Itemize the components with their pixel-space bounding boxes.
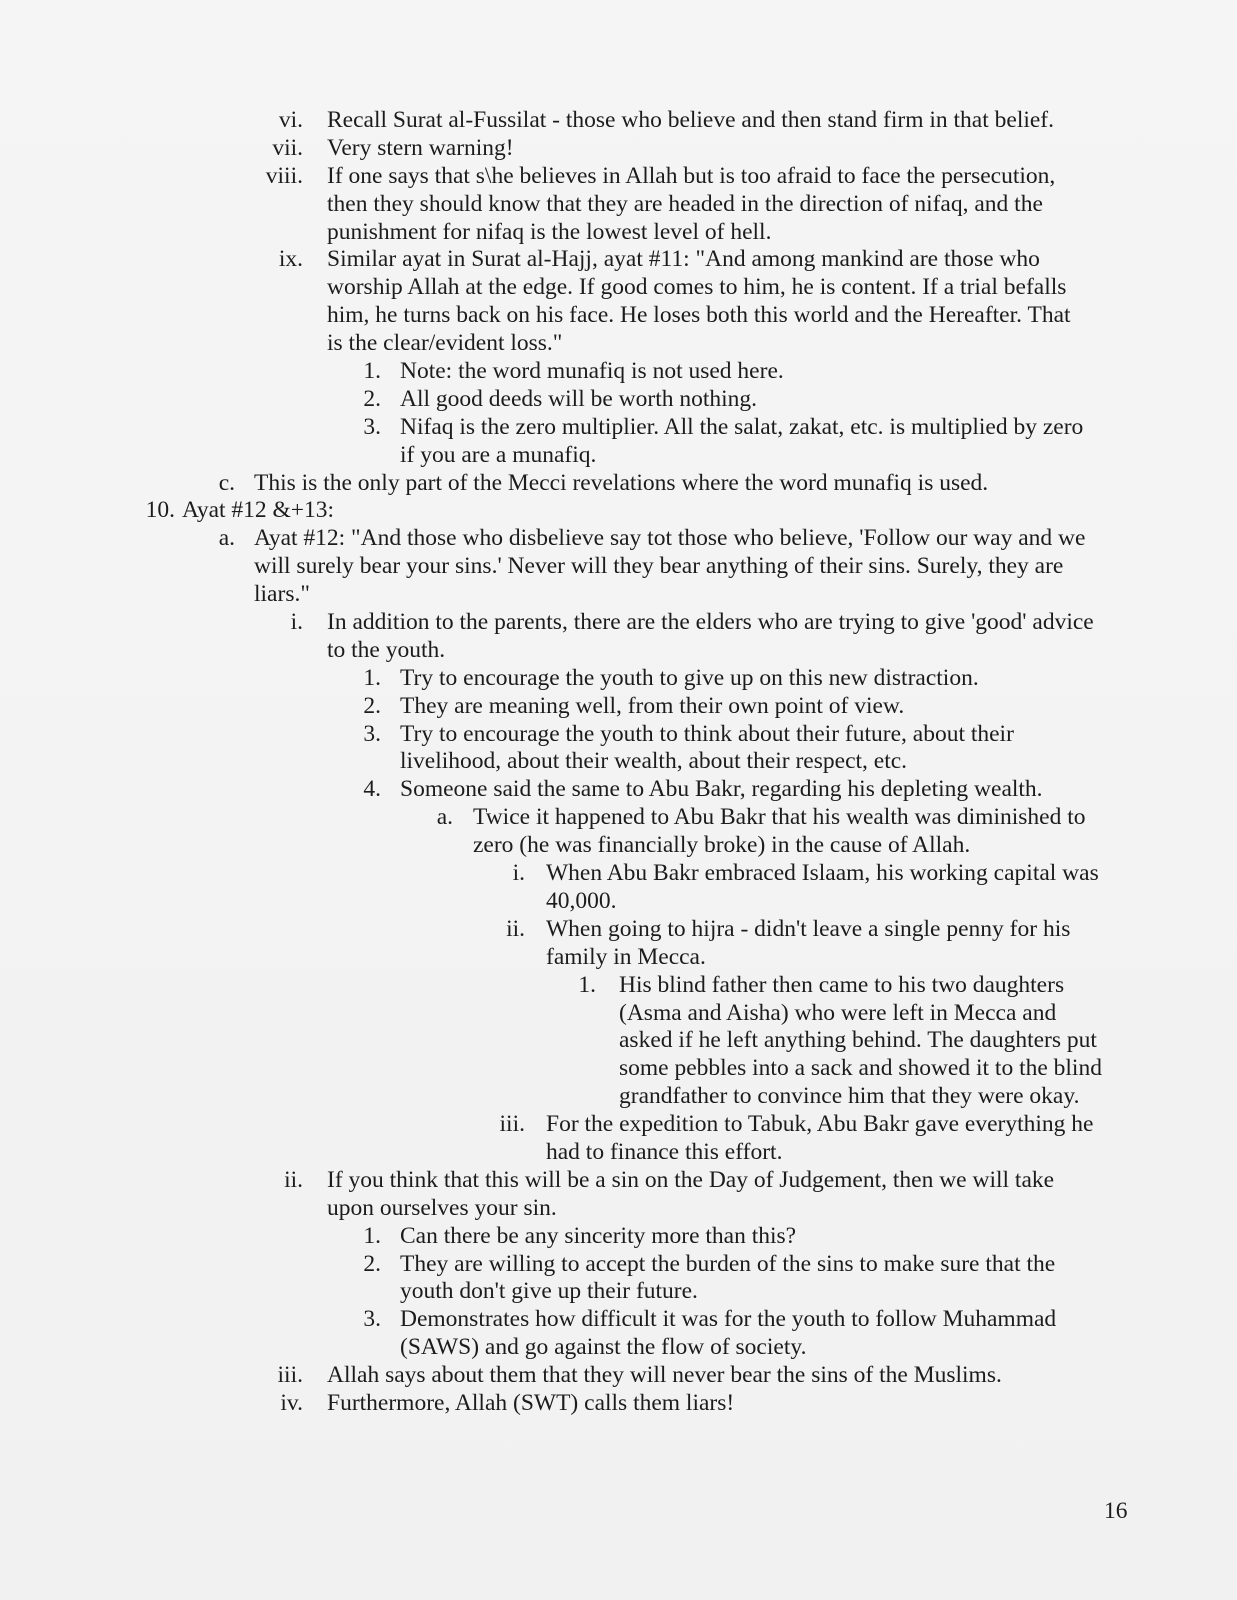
outline-line: [0, 330, 1237, 358]
list-item-text: 40,000.: [546, 887, 617, 914]
outline-line: [0, 1278, 1237, 1306]
list-item-text: zero (he was financially broke) in the cause of Allah.: [473, 832, 971, 859]
list-marker: 2.: [363, 692, 381, 719]
list-item-text: (SAWS) and go against the flow of society.: [400, 1334, 807, 1361]
list-item-text: asked if he left anything behind. The daughters put: [619, 1027, 1097, 1054]
page-number: 16: [1104, 1498, 1128, 1524]
outline-line: [0, 776, 1237, 804]
outline-line: [0, 497, 1237, 525]
list-marker: vii.: [272, 134, 303, 161]
list-item-text: grandfather to convince him that they were okay.: [619, 1083, 1080, 1110]
list-item-text: Can there be any sincerity more than this?: [400, 1222, 797, 1249]
list-item-text: some pebbles into a sack and showed it to the blind: [619, 1055, 1102, 1082]
list-item-text: They are willing to accept the burden of the sins to make sure that the: [400, 1250, 1056, 1277]
list-marker: 3.: [363, 1306, 381, 1333]
list-marker: c.: [218, 469, 235, 496]
list-item-text: Demonstrates how difficult it was for the youth to follow Muhammad: [400, 1306, 1057, 1333]
list-marker: viii.: [265, 162, 303, 189]
outline-line: [0, 1000, 1237, 1028]
list-item-text: family in Mecca.: [546, 943, 706, 970]
list-item-text: will surely bear your sins.' Never will they bear anything of their sins. Surely, they are: [254, 553, 1064, 580]
list-marker: 1.: [363, 664, 381, 691]
list-marker: 1.: [363, 358, 381, 385]
outline-line: [0, 916, 1237, 944]
outline-line: [0, 1251, 1237, 1279]
outline-line: [0, 107, 1237, 135]
list-marker: 3.: [363, 720, 381, 747]
list-item-text: Try to encourage the youth to think about their future, about their: [400, 720, 1014, 747]
outline-line: [0, 1083, 1237, 1111]
outline-line: [0, 832, 1237, 860]
outline-line: [0, 1167, 1237, 1195]
list-marker: i.: [512, 860, 525, 887]
list-marker: 2.: [363, 1250, 381, 1277]
outline-line: [0, 804, 1237, 832]
list-item-text: if you are a munafiq.: [400, 441, 597, 468]
list-item-text: then they should know that they are headed in the direction of nifaq, and the: [327, 190, 1043, 217]
list-item-text: livelihood, about their wealth, about their respect, etc.: [400, 748, 908, 775]
list-item-text: Nifaq is the zero multiplier. All the salat, zakat, etc. is multiplied by zero: [400, 413, 1084, 440]
list-item-text: This is the only part of the Mecci revelations where the word munafiq is used.: [254, 469, 989, 496]
outline-line: [0, 1195, 1237, 1223]
list-item-text: Furthermore, Allah (SWT) calls them liars!: [327, 1389, 735, 1416]
list-item-text: When Abu Bakr embraced Islaam, his working capital was: [546, 860, 1099, 887]
outline-line: [0, 1139, 1237, 1167]
list-marker: ii.: [506, 915, 525, 942]
list-item-text: For the expedition to Tabuk, Abu Bakr gave everything he: [546, 1111, 1094, 1138]
list-item-text: to the youth.: [327, 636, 446, 663]
outline-line: [0, 1111, 1237, 1139]
list-marker: iv.: [280, 1389, 303, 1416]
outline-line: [0, 525, 1237, 553]
outline-line: [0, 1390, 1237, 1418]
list-item-text: (Asma and Aisha) who were left in Mecca and: [619, 999, 1057, 1026]
outline-line: [0, 274, 1237, 302]
list-item-text: is the clear/evident loss.": [327, 330, 563, 357]
outline-line: [0, 637, 1237, 665]
list-marker: a.: [218, 525, 235, 552]
outline-line: [0, 748, 1237, 776]
outline-content: [0, 107, 1237, 1418]
outline-line: [0, 470, 1237, 498]
list-item-text: When going to hijra - didn't leave a single penny for his: [546, 915, 1071, 942]
list-item-text: Ayat #12: "And those who disbelieve say tot those who believe, 'Follow our way and we: [254, 525, 1086, 552]
outline-line: [0, 944, 1237, 972]
list-item-text: If one says that s\he believes in Allah but is too afraid to face the persecution,: [327, 162, 1056, 189]
list-item-text: Note: the word munafiq is not used here.: [400, 358, 784, 385]
list-item-text: They are meaning well, from their own point of view.: [400, 692, 905, 719]
outline-line: [0, 1334, 1237, 1362]
list-marker: iii.: [499, 1111, 525, 1138]
outline-line: [0, 358, 1237, 386]
outline-line: [0, 302, 1237, 330]
list-marker: 4.: [363, 776, 381, 803]
outline-line: [0, 888, 1237, 916]
outline-line: [0, 442, 1237, 470]
list-item-text: If you think that this will be a sin on the Day of Judgement, then we will take: [327, 1166, 1055, 1193]
list-marker: a.: [436, 804, 453, 831]
list-item-text: him, he turns back on his face. He loses both this world and the Hereafter. That: [327, 302, 1071, 329]
outline-line: [0, 1306, 1237, 1334]
list-marker: ix.: [278, 246, 303, 273]
list-marker: 3.: [363, 413, 381, 440]
list-item-text: All good deeds will be worth nothing.: [400, 385, 758, 412]
list-item-text: upon ourselves your sin.: [327, 1194, 557, 1221]
list-item-text: worship Allah at the edge. If good comes to him, he is content. If a trial befalls: [327, 274, 1067, 301]
list-marker: ii.: [284, 1166, 303, 1193]
list-item-text: Try to encourage the youth to give up on this new distraction.: [400, 664, 979, 691]
list-item-text: youth don't give up their future.: [400, 1278, 698, 1305]
list-item-text: His blind father then came to his two daughters: [619, 971, 1065, 998]
list-item-text: In addition to the parents, there are the elders who are trying to give 'good' advice: [327, 609, 1094, 636]
list-item-text: punishment for nifaq is the lowest level of hell.: [327, 218, 772, 245]
outline-line: [0, 553, 1237, 581]
outline-line: [0, 191, 1237, 219]
list-item-text: Someone said the same to Abu Bakr, regarding his depleting wealth.: [400, 776, 1043, 803]
list-marker: iii.: [277, 1362, 303, 1389]
outline-line: [0, 1055, 1237, 1083]
outline-line: [0, 163, 1237, 191]
outline-line: [0, 721, 1237, 749]
list-item-text: Twice it happened to Abu Bakr that his wealth was diminished to: [473, 804, 1086, 831]
list-marker: 1.: [578, 971, 596, 998]
outline-line: [0, 219, 1237, 247]
list-item-text: Very stern warning!: [327, 134, 514, 161]
list-marker: 10.: [145, 497, 175, 524]
list-item-text: liars.": [254, 581, 310, 608]
list-marker: 1.: [363, 1222, 381, 1249]
list-item-text: Allah says about them that they will never bear the sins of the Muslims.: [327, 1362, 1002, 1389]
outline-line: [0, 1223, 1237, 1251]
outline-line: [0, 135, 1237, 163]
list-item-text: Recall Surat al-Fussilat - those who believe and then stand firm in that belief.: [327, 107, 1055, 133]
list-item-text: Similar ayat in Surat al-Hajj, ayat #11: "And among mankind are those who: [327, 246, 1040, 273]
outline-line: [0, 693, 1237, 721]
list-item-text: had to finance this effort.: [546, 1138, 783, 1165]
outline-line: [0, 1027, 1237, 1055]
outline-line: [0, 581, 1237, 609]
outline-line: [0, 609, 1237, 637]
outline-line: [0, 1362, 1237, 1390]
list-marker: i.: [290, 609, 303, 636]
outline-line: [0, 665, 1237, 693]
list-marker: 2.: [363, 385, 381, 412]
outline-line: [0, 386, 1237, 414]
outline-line: [0, 972, 1237, 1000]
outline-line: [0, 414, 1237, 442]
outline-line: [0, 860, 1237, 888]
list-item-text: Ayat #12 &+13:: [182, 497, 335, 524]
outline-line: [0, 246, 1237, 274]
list-marker: vi.: [278, 107, 303, 133]
